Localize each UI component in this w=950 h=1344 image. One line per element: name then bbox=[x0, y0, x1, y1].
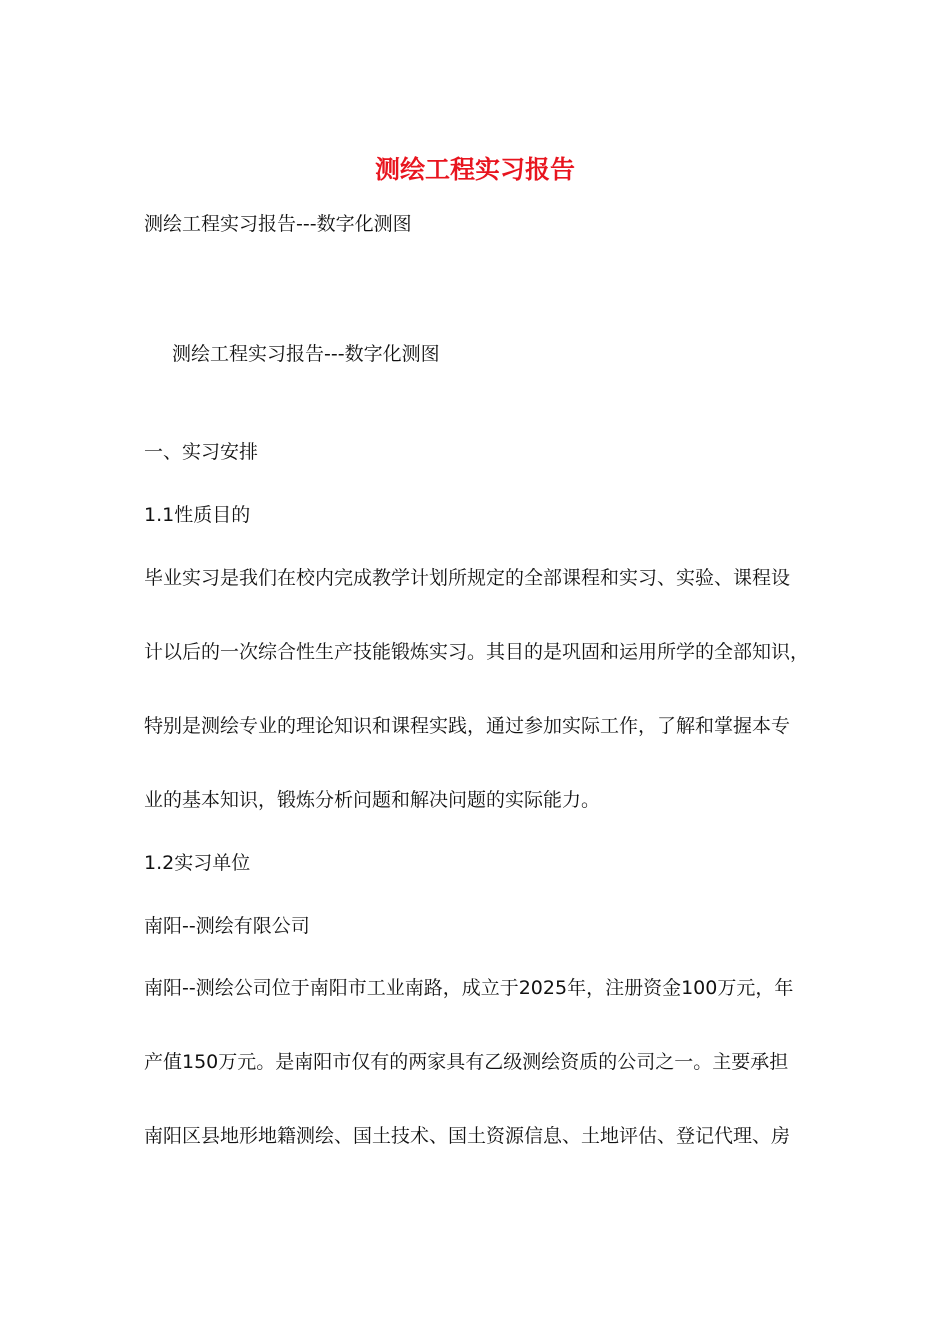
paragraph-line: 南阳--测绘公司位于南阳市工业南路，成立于2025年，注册资金100万元，年 bbox=[144, 977, 794, 999]
document-subtitle: 测绘工程实习报告---数字化测图 bbox=[144, 213, 412, 235]
paragraph-line: 特别是测绘专业的理论知识和课程实践，通过参加实际工作，了解和掌握本专 bbox=[144, 715, 791, 737]
paragraph-line: 计以后的一次综合性生产技能锻炼实习。其目的是巩固和运用所学的全部知识， bbox=[144, 641, 810, 663]
paragraph-company bbox=[144, 974, 804, 1196]
company-name: 南阳--测绘有限公司 bbox=[144, 915, 310, 937]
paragraph-purpose bbox=[144, 564, 810, 860]
subsection-heading-1-1: 1.1性质目的 bbox=[144, 504, 251, 526]
subsection-heading-1-2: 1.2实习单位 bbox=[144, 852, 251, 874]
paragraph-line: 毕业实习是我们在校内完成教学计划所规定的全部课程和实习、实验、课程设 bbox=[144, 567, 791, 589]
paragraph-line: 南阳区县地形地籍测绘、国土技术、国土资源信息、土地评估、登记代理、房 bbox=[144, 1125, 791, 1147]
paragraph-line: 业的基本知识，锻炼分析问题和解决问题的实际能力。 bbox=[144, 789, 601, 811]
document-subtitle-indented: 测绘工程实习报告---数字化测图 bbox=[172, 343, 440, 365]
document-title: 测绘工程实习报告 bbox=[374, 155, 575, 184]
section-heading-1: 一、实习安排 bbox=[144, 441, 259, 463]
paragraph-line: 产值150万元。是南阳市仅有的两家具有乙级测绘资质的公司之一。主要承担 bbox=[144, 1051, 789, 1073]
